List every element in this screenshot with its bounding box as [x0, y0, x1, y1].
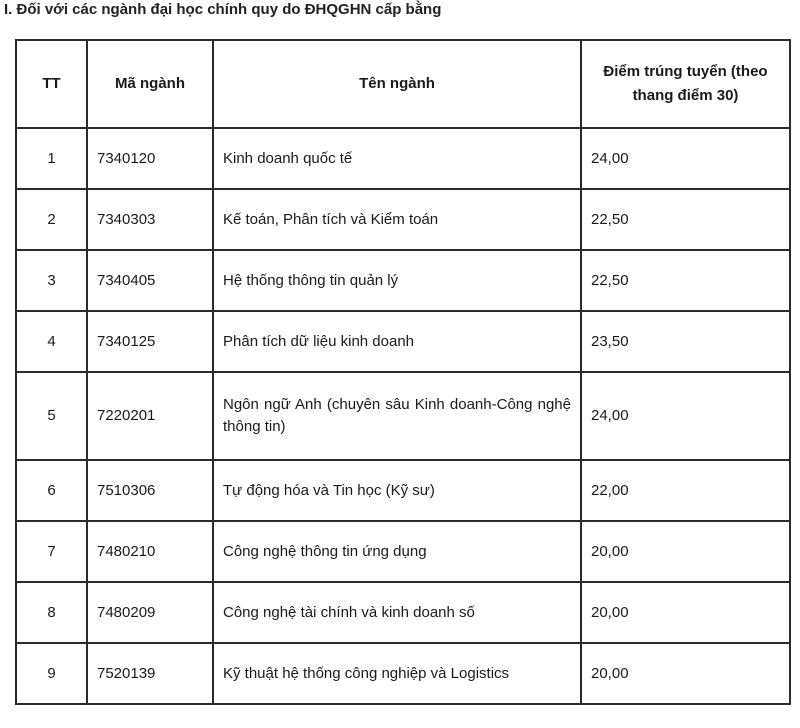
- cell-admission-score: 20,00: [581, 521, 790, 582]
- cell-major-name: Công nghệ thông tin ứng dụng: [213, 521, 581, 582]
- cell-tt: 4: [16, 311, 87, 372]
- cell-major-name: Kỹ thuật hệ thống công nghiệp và Logistics: [213, 643, 581, 704]
- cell-major-code: 7340125: [87, 311, 213, 372]
- header-row: [16, 40, 790, 128]
- cell-admission-score: 22,00: [581, 460, 790, 521]
- cell-admission-score: 22,50: [581, 189, 790, 250]
- cell-tt: 8: [16, 582, 87, 643]
- table-row: [16, 311, 790, 372]
- cell-major-name: Công nghệ tài chính và kinh doanh số: [213, 582, 581, 643]
- cell-major-name: Kế toán, Phân tích và Kiểm toán: [213, 189, 581, 250]
- cell-major-code: 7340405: [87, 250, 213, 311]
- cell-major-name: Phân tích dữ liệu kinh doanh: [213, 311, 581, 372]
- table-header: [16, 40, 790, 128]
- cell-major-name: Tự động hóa và Tin học (Kỹ sư): [213, 460, 581, 521]
- table-row: [16, 128, 790, 189]
- page-heading: I. Đối với các ngành đại học chính quy do ĐHQGHN cấp bằng: [4, 1, 442, 18]
- cell-major-code: 7480210: [87, 521, 213, 582]
- header-admission-score: Điểm trúng tuyển (theo thang điểm 30): [581, 40, 790, 128]
- cell-tt: 9: [16, 643, 87, 704]
- header-major-code: Mã ngành: [87, 40, 213, 128]
- cell-tt: 5: [16, 372, 87, 460]
- header-tt: TT: [16, 40, 87, 128]
- cell-admission-score: 24,00: [581, 128, 790, 189]
- table-row: [16, 460, 790, 521]
- cell-major-name: Kinh doanh quốc tế: [213, 128, 581, 189]
- header-major-name: Tên ngành: [213, 40, 581, 128]
- cell-tt: 1: [16, 128, 87, 189]
- cell-major-code: 7340303: [87, 189, 213, 250]
- cell-admission-score: 24,00: [581, 372, 790, 460]
- table-row: [16, 582, 790, 643]
- cell-admission-score: 20,00: [581, 643, 790, 704]
- table-row: [16, 250, 790, 311]
- cell-admission-score: 20,00: [581, 582, 790, 643]
- table-row: [16, 189, 790, 250]
- cell-major-code: 7510306: [87, 460, 213, 521]
- cell-major-code: 7520139: [87, 643, 213, 704]
- admission-score-table: [15, 39, 791, 705]
- table-row: [16, 643, 790, 704]
- cell-major-code: 7220201: [87, 372, 213, 460]
- cell-tt: 6: [16, 460, 87, 521]
- table-row: [16, 372, 790, 460]
- table-body: [16, 128, 790, 704]
- cell-tt: 2: [16, 189, 87, 250]
- cell-admission-score: 23,50: [581, 311, 790, 372]
- cell-major-name: Hệ thống thông tin quản lý: [213, 250, 581, 311]
- cell-major-code: 7480209: [87, 582, 213, 643]
- cell-tt: 3: [16, 250, 87, 311]
- cell-major-name: Ngôn ngữ Anh (chuyên sâu Kinh doanh-Công nghệ thông tin): [213, 372, 581, 460]
- cell-admission-score: 22,50: [581, 250, 790, 311]
- table-row: [16, 521, 790, 582]
- cell-major-code: 7340120: [87, 128, 213, 189]
- cell-tt: 7: [16, 521, 87, 582]
